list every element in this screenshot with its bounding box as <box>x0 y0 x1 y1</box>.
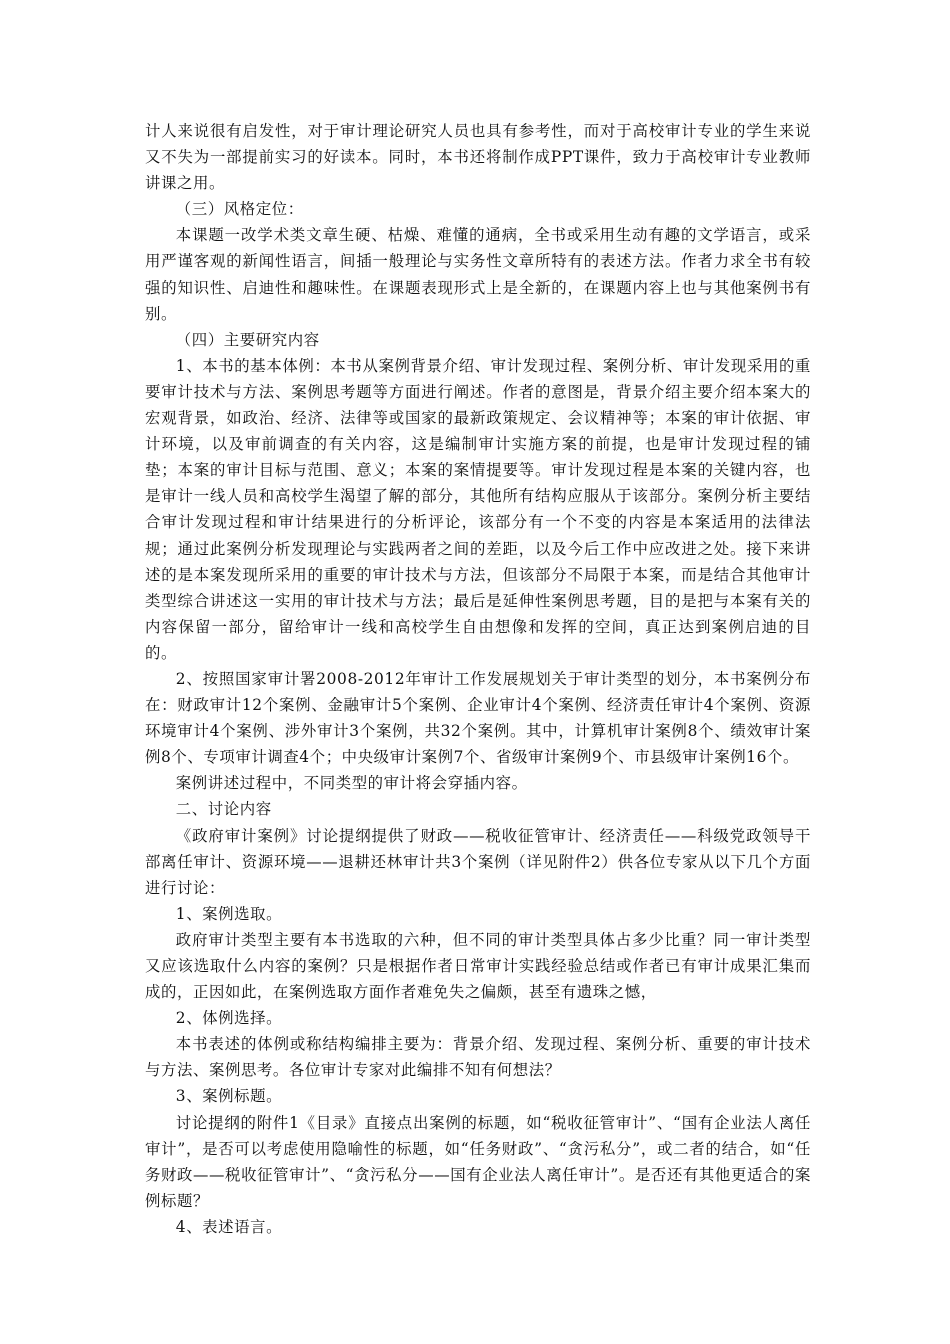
paragraph-intro-continued: 计人来说很有启发性，对于审计理论研究人员也具有参考性，而对于高校审计专业的学生来说又不失为一部提前实习的好读本。同时，本书还将制作成PPT课件，致力于高校审计专业教师讲课之用。 <box>145 122 811 193</box>
heading-discussion: 二、讨论内容 <box>175 800 272 819</box>
paragraph-basic-structure: 1、本书的基本体例：本书从案例背景介绍、审计发现过程、案例分析、审计发现采用的重要审计技术与方法、案例思考题等方面进行阐述。作者的意图是，背景介绍主要介绍本案大的宏观背景，如政治、经济、法律等或国家的最新政策规定、会议精神等；本案的审计依据、审计环境，以及审前调查的有关内容，这是编制审计实施方案的前提，也是审计发现过程的铺垫；本案的审计目标与范围、意义；本案的案情提要等。审计发现过程是本案的关键内容，也是审计一线人员和高校学生渴望了解的部分，其他所有结构应服从于该部分。案例分析主要结合审计发现过程和审计结果进行的分析评论，该部分有一个不变的内容是本案适用的法律法规；通过此案例分析发现理论与实践两者之间的差距，以及今后工作中应改进之处。接下来讲述的是本案发现所采用的重要的审计技术与方法，但该部分不局限于本案，而是结合其他审计类型综合讲述这一实用的审计技术与方法；最后是延伸性案例思考题，目的是把与本案有关的内容保留一部分，留给审计一线和高校学生自由想像和发挥的空间，真正达到案例启迪的目的。 <box>145 356 811 662</box>
paragraph-case-selection: 政府审计类型主要有本书选取的六种，但不同的审计类型具体占多少比重？同一审计类型又应该选取什么内容的案例？只是根据作者日常审计实践经验总结或作者已有审计成果汇集而成的，正因如此，在案例选取方面作者难免失之偏颇，甚至有遗珠之憾， <box>145 930 811 1002</box>
item-case-selection: 1、案例选取。 <box>175 904 283 923</box>
heading-style-positioning: （三）风格定位： <box>175 200 304 219</box>
paragraph-style: 本课题一改学术类文章生硬、枯燥、难懂的通病，全书或采用生动有趣的文学语言，或采用严谨客观的新闻性语言，间插一般理论与实务性文章所特有的表述方法。作者力求全书有较强的知识性、启迪性和趣味性。在课题表现形式上是全新的，在课题内容上也与其他案例书有别。 <box>145 226 811 323</box>
paragraph-case-distribution: 2、按照国家审计署2008-2012年审计工作发展规划关于审计类型的划分，本书案例分布在：财政审计12个案例、金融审计5个案例、企业审计4个案例、经济责任审计4个案例、资源环境审计4个案例、涉外审计3个案例，共32个案例。其中，计算机审计案例8个、绩效审计案例8个、专项审计调查4个；中央级审计案例7个、省级审计案例9个、市县级审计案例16个。 <box>145 669 811 767</box>
document-body <box>145 118 811 1240</box>
paragraph-case-title: 讨论提纲的附件1《目录》直接点出案例的标题，如“税收征管审计”、“国有企业法人离任审计”，是否可以考虑使用隐喻性的标题，如“任务财政”、“贪污私分”，或二者的结合，如“任务财政——税收征管审计”、“贪污私分——国有企业法人离任审计”。是否还有其他更适合的案例标题？ <box>145 1113 811 1210</box>
item-case-title: 3、案例标题。 <box>175 1087 283 1106</box>
heading-main-content: （四）主要研究内容 <box>175 330 320 349</box>
paragraph-discussion-outline: 《政府审计案例》讨论提纲提供了财政——税收征管审计、经济责任——科级党政领导干部离任审计、资源环境——退耕还林审计共3个案例（详见附件2）供各位专家从以下几个方面进行讨论： <box>145 826 811 897</box>
paragraph-case-note: 案例讲述过程中，不同类型的审计将会穿插内容。 <box>175 774 528 793</box>
item-language: 4、表述语言。 <box>175 1217 283 1236</box>
item-structure-choice: 2、体例选择。 <box>175 1009 283 1028</box>
paragraph-structure-choice: 本书表述的体例或称结构编排主要为：背景介绍、发现过程、案例分析、重要的审计技术与方法、案例思考。各位审计专家对此编排不知有何想法？ <box>145 1035 811 1080</box>
